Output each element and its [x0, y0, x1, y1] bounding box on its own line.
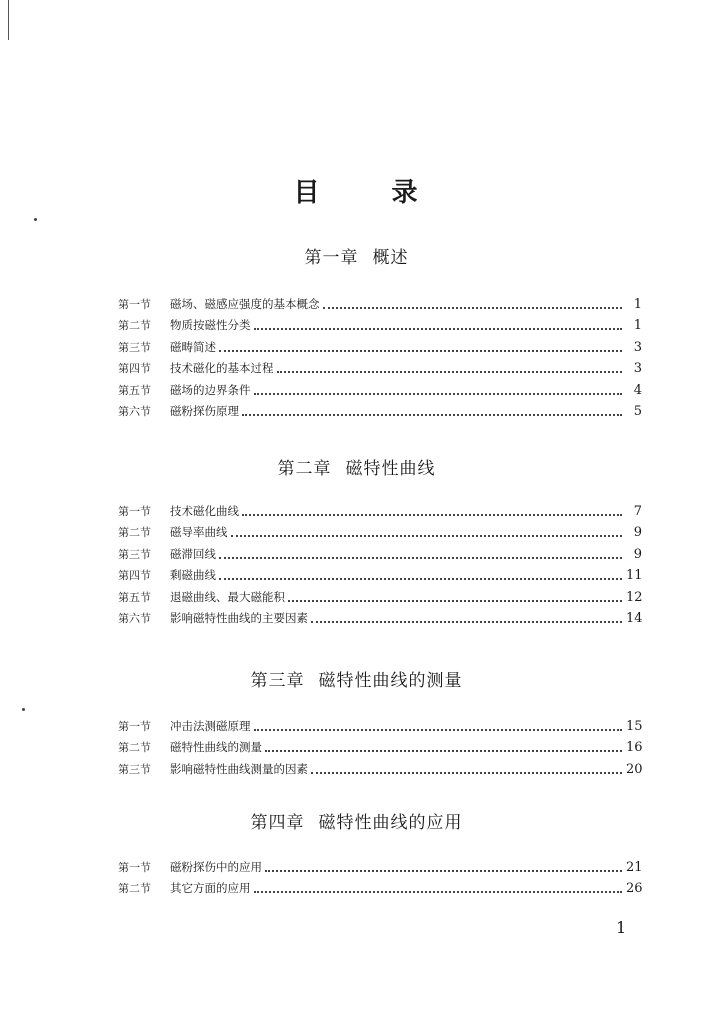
page-number: 1 [633, 318, 642, 333]
section-label: 第一节 [118, 719, 151, 733]
dot-leader [288, 600, 622, 602]
section-title: 磁粉探伤中的应用 [170, 859, 262, 874]
section-title: 剩磁曲线 [170, 568, 216, 582]
section-label: 第四节 [118, 569, 151, 582]
page-number: 3 [633, 339, 642, 355]
page-number: 26 [626, 881, 643, 896]
dot-leader [323, 307, 623, 309]
chapter-name: 磁特性曲线的应用 [318, 813, 463, 833]
title-char-right: 录 [391, 177, 420, 208]
toc-entry[interactable] [118, 875, 642, 897]
section-title: 技术磁化曲线 [170, 503, 239, 518]
toc-entry[interactable] [118, 755, 642, 777]
dot-leader [242, 514, 622, 516]
page-number: 7 [633, 503, 642, 519]
toc-entry[interactable] [118, 312, 642, 334]
section-label: 第三节 [118, 762, 151, 776]
chapter-number: 第四章 [250, 813, 305, 833]
toc-entry[interactable] [118, 853, 642, 875]
page-number: 11 [626, 568, 643, 583]
toc-entry[interactable] [118, 333, 642, 355]
section-title: 冲击法测磁原理 [170, 718, 251, 733]
page-number: 1 [633, 296, 642, 312]
chapter-heading [0, 808, 713, 833]
dot-leader [265, 870, 622, 872]
dot-leader [254, 328, 623, 330]
section-label: 第二节 [118, 741, 151, 754]
dot-leader [219, 578, 622, 580]
page-number: 3 [633, 361, 642, 376]
section-title: 磁滞回线 [170, 546, 216, 561]
section-label: 第五节 [118, 383, 151, 397]
page-number: 21 [626, 859, 643, 875]
chapter-number: 第一章 [304, 248, 359, 268]
section-title: 磁场、磁感应强度的基本概念 [170, 296, 320, 311]
toc-entry[interactable] [118, 605, 642, 627]
toc-entry[interactable] [118, 376, 642, 398]
toc-entry[interactable] [118, 540, 642, 562]
dot-leader [254, 729, 623, 731]
toc-entry[interactable] [118, 562, 642, 584]
toc-entry[interactable] [118, 734, 642, 756]
toc-section-list [118, 290, 642, 419]
section-title: 磁粉探伤原理 [170, 404, 239, 418]
toc-entry[interactable] [118, 712, 642, 734]
section-title: 磁场的边界条件 [170, 382, 251, 397]
dot-leader [219, 350, 622, 352]
section-label: 第一节 [118, 504, 151, 518]
section-label: 第二节 [118, 882, 151, 895]
dot-leader [231, 535, 623, 537]
dot-leader [277, 371, 623, 373]
section-title: 退磁曲线、最大磁能积 [170, 589, 285, 604]
dot-leader [265, 750, 622, 752]
toc-entry[interactable] [118, 519, 642, 541]
page-number: 14 [626, 611, 643, 626]
dot-leader [219, 557, 622, 559]
toc-entry[interactable] [118, 355, 642, 377]
page-number: 9 [633, 546, 642, 562]
section-label: 第四节 [118, 362, 151, 375]
section-label: 第五节 [118, 590, 151, 604]
section-label: 第二节 [118, 319, 151, 332]
section-label: 第一节 [118, 860, 151, 874]
chapter-name: 磁特性曲线的测量 [318, 671, 463, 691]
title-char-left: 目 [293, 177, 322, 208]
toc-section-list [118, 497, 642, 626]
dot-leader [311, 772, 622, 774]
page-title [0, 170, 713, 210]
dot-leader [254, 393, 623, 395]
page-number: 16 [626, 740, 643, 755]
toc-section-list [118, 853, 642, 896]
dot-leader [242, 414, 622, 416]
toc-entry[interactable] [118, 497, 642, 519]
dot-leader [311, 621, 622, 623]
scan-speck [22, 708, 25, 711]
section-label: 第二节 [118, 526, 151, 539]
section-label: 第六节 [118, 405, 151, 418]
section-title: 其它方面的应用 [170, 881, 251, 895]
chapter-number: 第三章 [250, 671, 305, 691]
page-number: 4 [633, 382, 642, 398]
section-title: 磁特性曲线的测量 [170, 740, 262, 754]
toc-section-list [118, 712, 642, 777]
section-label: 第三节 [118, 340, 151, 354]
chapter-number: 第二章 [277, 459, 332, 479]
toc-entry[interactable] [118, 290, 642, 312]
chapter-name: 概述 [372, 248, 409, 268]
dot-leader [254, 891, 623, 893]
page-number: 20 [626, 761, 643, 777]
section-label: 第六节 [118, 612, 151, 625]
section-title: 影响磁特性曲线测量的因素 [170, 761, 308, 776]
toc-entry[interactable] [118, 583, 642, 605]
chapter-heading [0, 454, 713, 479]
scan-speck [34, 218, 37, 221]
section-title: 影响磁特性曲线的主要因素 [170, 611, 308, 625]
section-title: 磁畴简述 [170, 339, 216, 354]
section-title: 磁导率曲线 [170, 525, 228, 539]
page-number: 5 [633, 404, 642, 419]
chapter-name: 磁特性曲线 [345, 459, 436, 479]
page-number: 9 [633, 525, 642, 540]
folio-page-number: 1 [616, 918, 627, 937]
section-label: 第一节 [118, 297, 151, 311]
toc-entry[interactable] [118, 398, 642, 420]
chapter-heading [0, 243, 713, 268]
page-number: 15 [626, 718, 643, 734]
section-title: 技术磁化的基本过程 [170, 361, 274, 375]
chapter-heading [0, 666, 713, 691]
page-number: 12 [626, 589, 643, 605]
scan-edge-line [8, 0, 9, 40]
section-title: 物质按磁性分类 [170, 318, 251, 332]
section-label: 第三节 [118, 547, 151, 561]
